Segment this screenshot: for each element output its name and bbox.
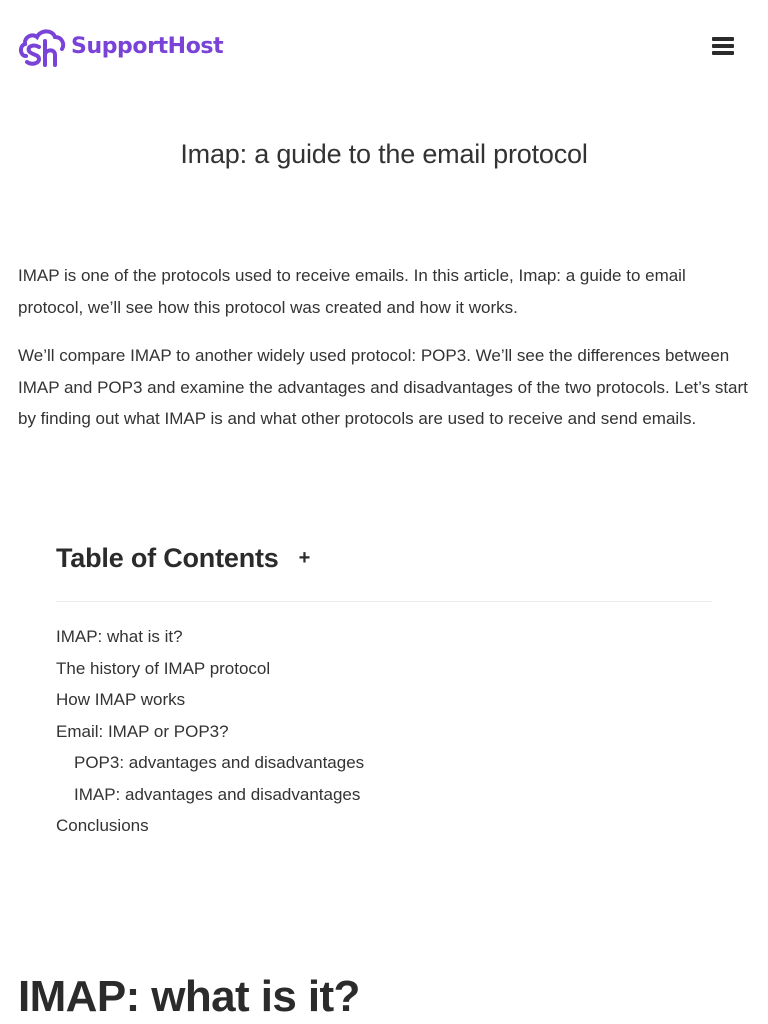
article-intro — [18, 260, 750, 452]
section-heading: IMAP: what is it? — [18, 972, 360, 1021]
intro-paragraph: IMAP is one of the protocols used to receive emails. In this article, Imap: a guide to email protocol, we’ll see how this protocol was created and how it works. — [18, 266, 686, 317]
hamburger-menu-button[interactable] — [711, 33, 735, 59]
site-header — [0, 0, 768, 94]
toc-list — [56, 621, 712, 842]
toc-subitem — [56, 779, 712, 811]
toc-toggle-button[interactable]: + — [298, 546, 311, 569]
table-of-contents — [56, 538, 712, 842]
toc-link-how-imap-works[interactable]: How IMAP works — [56, 690, 186, 709]
toc-item — [56, 684, 712, 716]
toc-item — [56, 621, 712, 653]
toc-link-history[interactable]: The history of IMAP protocol — [56, 658, 271, 678]
toc-item — [56, 810, 712, 842]
brand-link[interactable] — [18, 26, 223, 68]
toc-link-imap-or-pop3[interactable]: Email: IMAP or POP3? — [56, 721, 229, 741]
hamburger-menu-icon-bar — [712, 44, 734, 48]
intro-paragraph: We’ll compare IMAP to another widely used protocol: POP3. We’ll see the differences between IMAP and POP3 and examine the advantages and disadvantages of the two protocols. Let’s start by finding out what IMAP is and what other protocols are used to receive and send emails. — [18, 346, 748, 428]
toc-header — [56, 538, 712, 578]
toc-link-conclusions[interactable]: Conclusions — [56, 816, 149, 835]
cloud-sh-logo-icon — [18, 26, 66, 68]
toc-divider — [56, 601, 712, 602]
hamburger-menu-icon-bar — [712, 51, 734, 55]
toc-link-pop3-advantages[interactable]: POP3: advantages and disadvantages — [74, 753, 365, 772]
toc-item — [56, 653, 712, 685]
toc-link-imap-what-is-it[interactable]: IMAP: what is it? — [56, 627, 183, 646]
toc-item — [56, 716, 712, 748]
toc-subitem — [56, 747, 712, 779]
brand-name: SupportHost — [71, 34, 224, 59]
toc-title: Table of Contents — [56, 542, 279, 573]
hamburger-menu-icon — [712, 37, 734, 41]
toc-link-imap-advantages[interactable]: IMAP: advantages and disadvantages — [74, 784, 361, 804]
page-title: Imap: a guide to the email protocol — [180, 139, 588, 169]
